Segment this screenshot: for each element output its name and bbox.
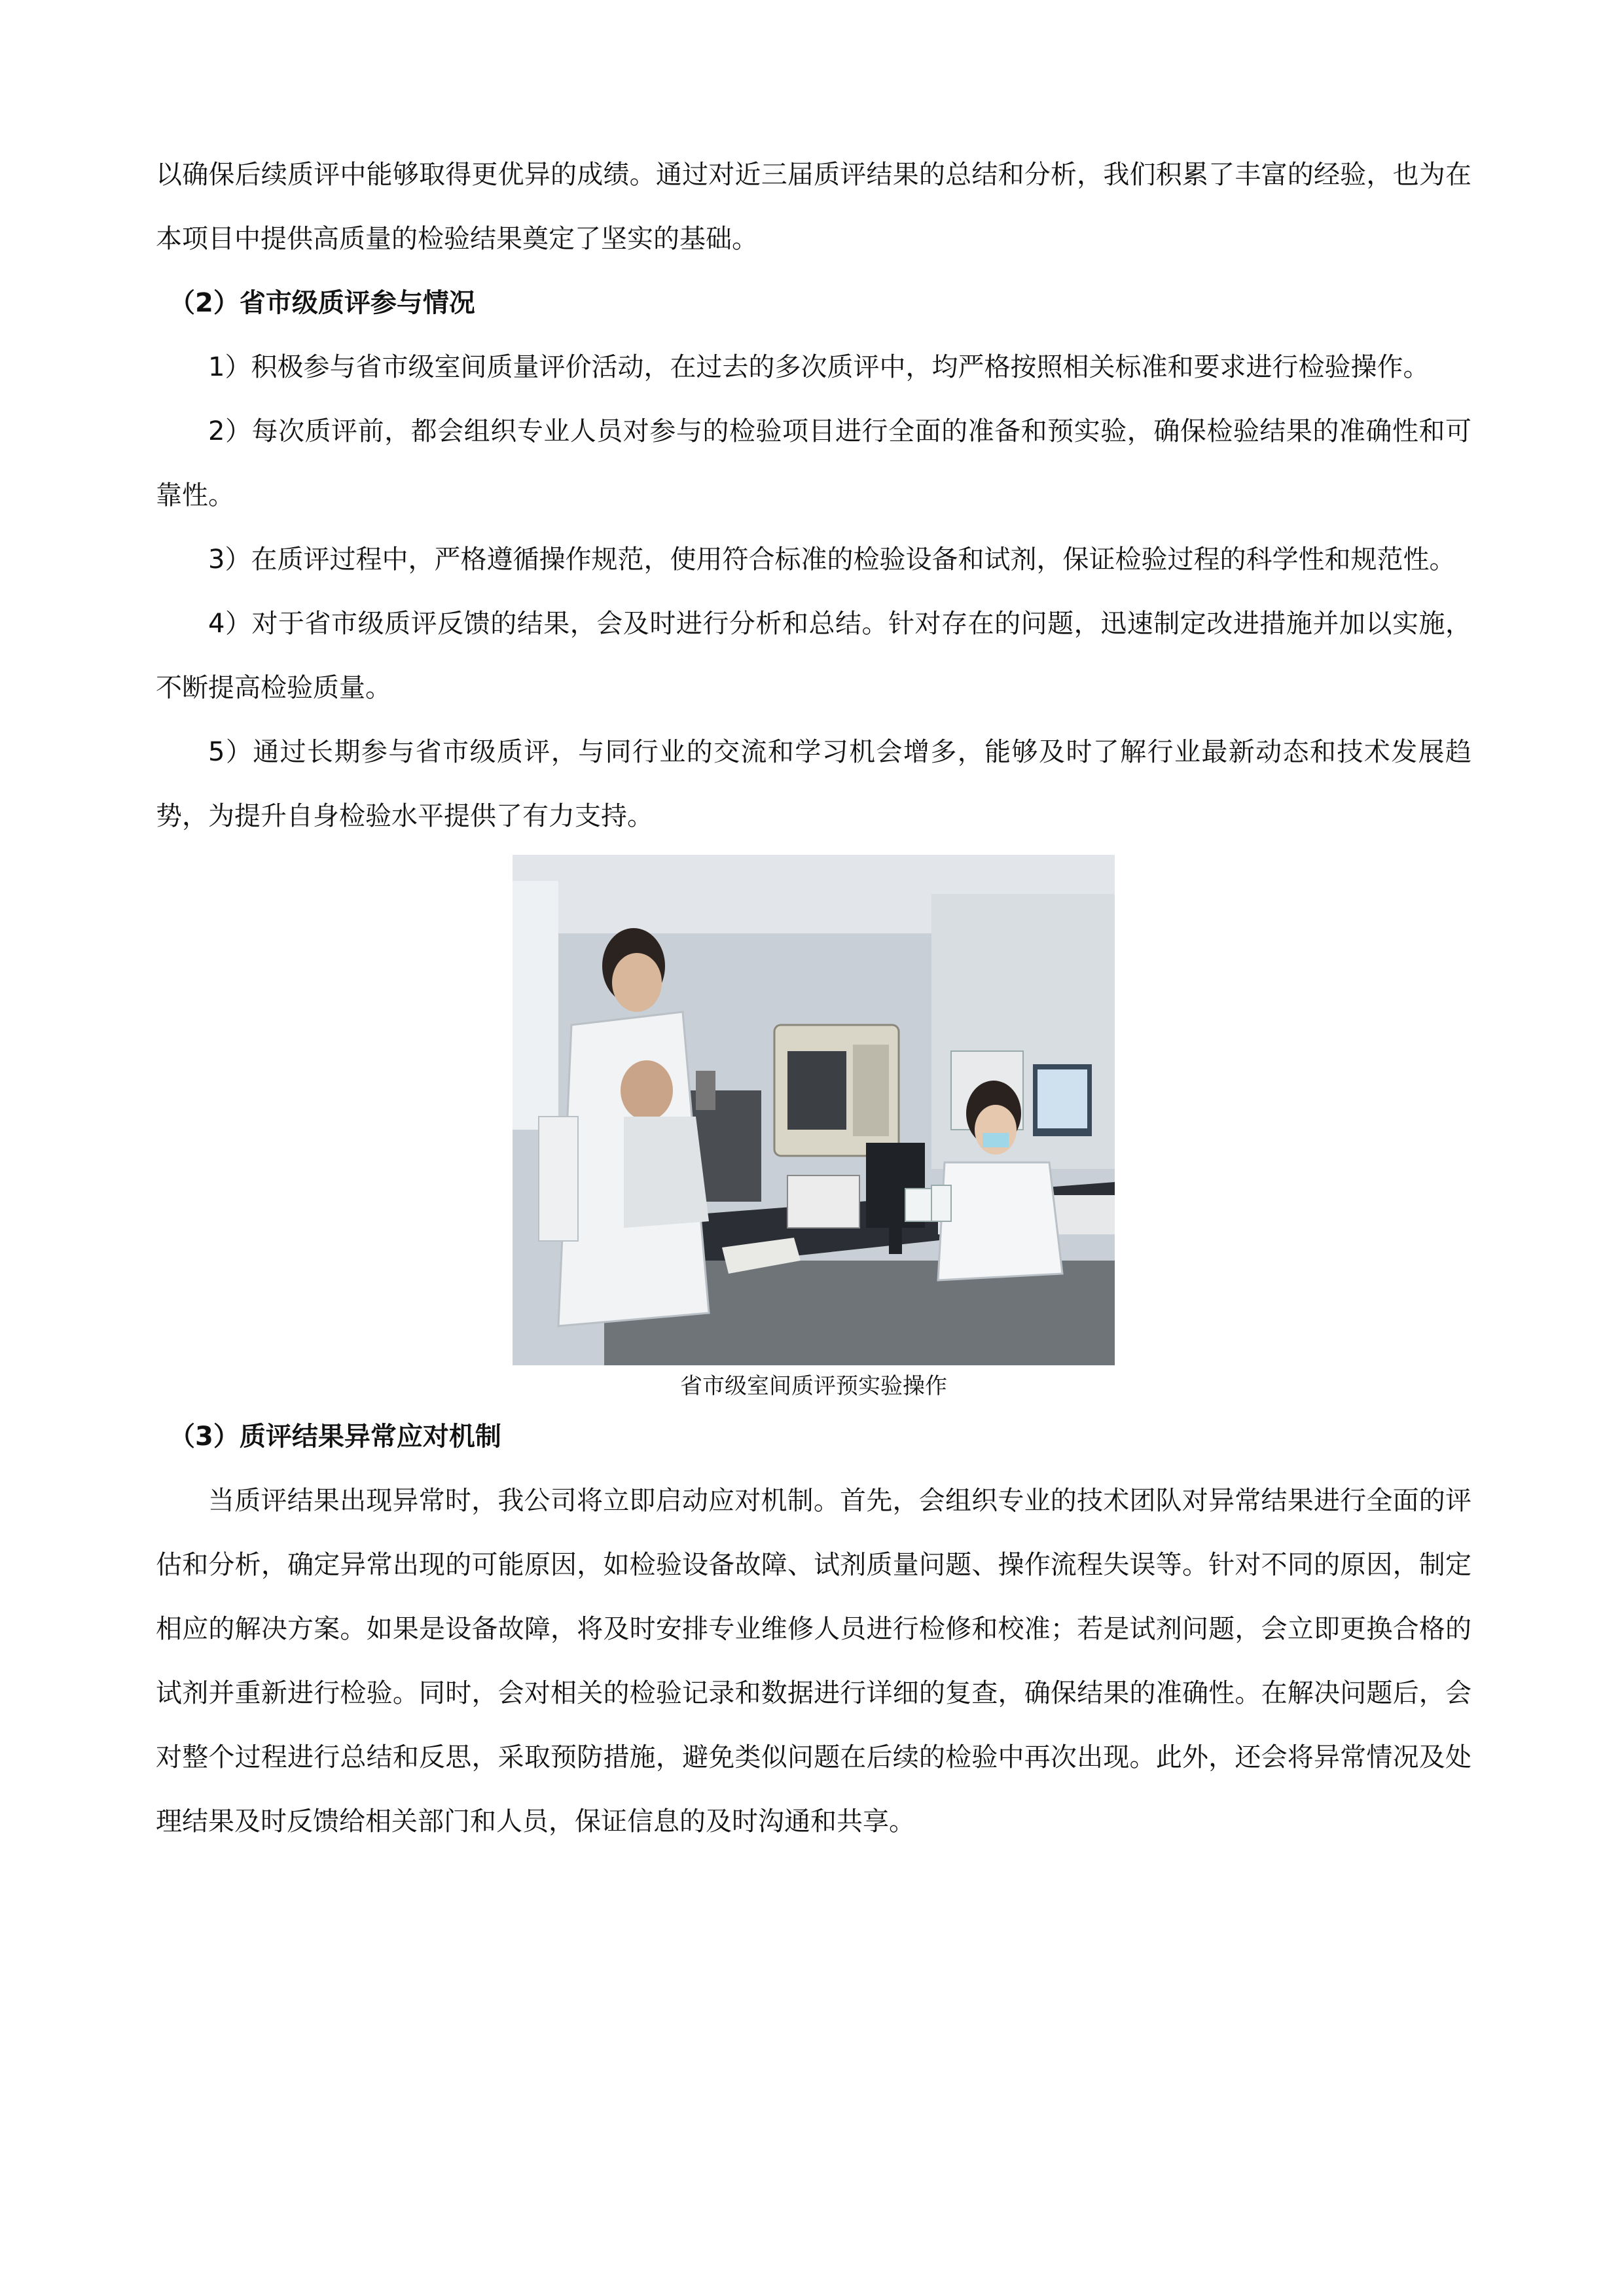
page-content — [156, 143, 1471, 1854]
section-3-heading: （3）质评结果异常应对机制 — [169, 1422, 501, 1452]
section-2-heading: （2）省市级质评参与情况 — [169, 288, 475, 318]
figure-caption: 省市级室间质评预实验操作 — [680, 1373, 947, 1399]
section-2-item-2: 2）每次质评前，都会组织专业人员对参与的检验项目进行全面的准备和预实验，确保检验结果的准确性和可靠性。 — [156, 416, 1471, 511]
lab-photo — [513, 855, 1115, 1365]
section-2-item-5: 5）通过长期参与省市级质评，与同行业的交流和学习机会增多，能够及时了解行业最新动态和技术发展趋势，为提升自身检验水平提供了有力支持。 — [156, 737, 1471, 831]
intro-paragraph: 以确保后续质评中能够取得更优异的成绩。通过对近三届质评结果的总结和分析，我们积累了丰富的经验，也为在本项目中提供高质量的检验结果奠定了坚实的基础。 — [156, 160, 1471, 254]
section-3-body: 当质评结果出现异常时，我公司将立即启动应对机制。首先，会组织专业的技术团队对异常结果进行全面的评估和分析，确定异常出现的可能原因，如检验设备故障、试剂质量问题、操作流程失误等。针对不同的原因，制定相应的解决方案。如果是设备故障，将及时安排专业维修人员进行检修和校准；若是试剂问题，会立即更换合格的试剂并重新进行检验。同时，会对相关的检验记录和数据进行详细的复查，确保结果的准确性。在解决问题后，会对整个过程进行总结和反思，采取预防措施，避免类似问题在后续的检验中再次出现。此外，还会将异常情况及处理结果及时反馈给相关部门和人员，保证信息的及时沟通和共享。 — [156, 1486, 1471, 1837]
section-2-item-3: 3）在质评过程中，严格遵循操作规范，使用符合标准的检验设备和试剂，保证检验过程的科学性和规范性。 — [208, 545, 1456, 575]
lab-photo-figure — [156, 855, 1471, 1405]
section-2-item-4: 4）对于省市级质评反馈的结果，会及时进行分析和总结。针对存在的问题，迅速制定改进措施并加以实施，不断提高检验质量。 — [156, 609, 1471, 703]
section-2-item-1: 1）积极参与省市级室间质量评价活动，在过去的多次质评中，均严格按照相关标准和要求进行检验操作。 — [208, 352, 1430, 382]
